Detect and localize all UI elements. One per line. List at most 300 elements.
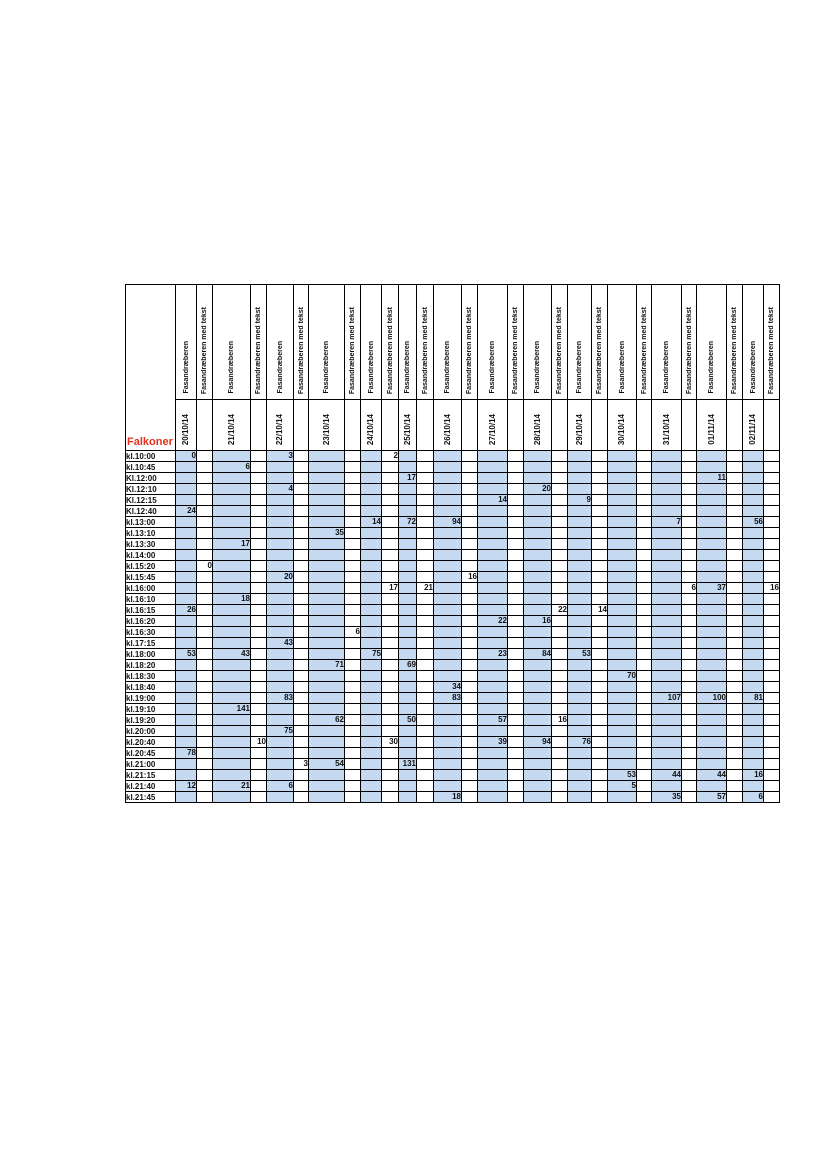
table-cell bbox=[764, 451, 780, 462]
column-header-label: Fasandræberen med tekst bbox=[201, 306, 208, 394]
table-cell: 56 bbox=[743, 517, 764, 528]
table-row bbox=[126, 649, 780, 660]
table-cell bbox=[267, 682, 294, 693]
table-cell bbox=[568, 770, 592, 781]
table-cell bbox=[524, 495, 552, 506]
table-cell bbox=[267, 517, 294, 528]
table-cell bbox=[478, 462, 508, 473]
table-cell bbox=[727, 693, 743, 704]
table-cell bbox=[682, 594, 697, 605]
table-cell bbox=[382, 605, 399, 616]
date-header bbox=[399, 400, 417, 451]
table-cell bbox=[508, 451, 524, 462]
table-cell bbox=[197, 583, 213, 594]
table-cell bbox=[417, 616, 434, 627]
table-cell bbox=[345, 451, 361, 462]
table-cell bbox=[417, 605, 434, 616]
table-cell bbox=[251, 770, 267, 781]
table-cell bbox=[251, 539, 267, 550]
table-cell bbox=[309, 539, 345, 550]
table-cell bbox=[434, 484, 462, 495]
table-row bbox=[126, 517, 780, 528]
table-cell bbox=[478, 572, 508, 583]
time-label: kl.21:15 bbox=[126, 770, 176, 781]
table-cell bbox=[568, 616, 592, 627]
table-cell bbox=[361, 605, 382, 616]
table-cell bbox=[637, 748, 652, 759]
table-cell bbox=[417, 572, 434, 583]
table-cell bbox=[508, 781, 524, 792]
table-cell bbox=[213, 473, 251, 484]
table-cell bbox=[764, 473, 780, 484]
table-cell bbox=[434, 550, 462, 561]
table-cell: 75 bbox=[267, 726, 294, 737]
table-cell: 22 bbox=[478, 616, 508, 627]
table-cell bbox=[743, 550, 764, 561]
table-cell bbox=[727, 682, 743, 693]
table-cell: 6 bbox=[345, 627, 361, 638]
table-cell bbox=[294, 572, 309, 583]
table-cell bbox=[434, 572, 462, 583]
table-cell bbox=[524, 605, 552, 616]
table-cell bbox=[727, 528, 743, 539]
table-cell: 83 bbox=[434, 693, 462, 704]
table-cell bbox=[552, 627, 568, 638]
table-cell bbox=[197, 506, 213, 517]
table-cell bbox=[682, 528, 697, 539]
table-cell bbox=[251, 473, 267, 484]
table-cell bbox=[727, 649, 743, 660]
table-cell bbox=[764, 484, 780, 495]
table-cell bbox=[592, 572, 608, 583]
table-cell bbox=[552, 539, 568, 550]
date-header bbox=[592, 400, 608, 451]
date-header bbox=[361, 400, 382, 451]
column-header-label: Fasandræberen med tekst bbox=[512, 306, 519, 394]
table-cell bbox=[478, 748, 508, 759]
table-cell bbox=[462, 528, 478, 539]
table-cell bbox=[267, 594, 294, 605]
column-header-label: Fasandræberen bbox=[228, 341, 235, 394]
date-header bbox=[608, 400, 637, 451]
table-cell bbox=[345, 726, 361, 737]
table-cell bbox=[434, 539, 462, 550]
table-cell bbox=[399, 704, 417, 715]
table-cell: 7 bbox=[652, 517, 682, 528]
table-cell bbox=[417, 726, 434, 737]
table-cell bbox=[434, 759, 462, 770]
table-cell bbox=[508, 484, 524, 495]
table-cell bbox=[417, 528, 434, 539]
table-row bbox=[126, 737, 780, 748]
table-cell bbox=[294, 484, 309, 495]
table-cell bbox=[382, 715, 399, 726]
date-header bbox=[309, 400, 345, 451]
table-cell bbox=[682, 561, 697, 572]
table-cell bbox=[697, 726, 727, 737]
table-cell bbox=[294, 737, 309, 748]
table-cell bbox=[637, 594, 652, 605]
table-cell bbox=[743, 748, 764, 759]
table-cell bbox=[478, 627, 508, 638]
table-cell bbox=[682, 638, 697, 649]
table-row bbox=[126, 572, 780, 583]
table-cell bbox=[309, 737, 345, 748]
column-header bbox=[652, 285, 682, 400]
column-header bbox=[508, 285, 524, 400]
column-header-label: Fasandræberen med tekst bbox=[349, 306, 356, 394]
date-header bbox=[197, 400, 213, 451]
column-header bbox=[592, 285, 608, 400]
table-cell bbox=[434, 528, 462, 539]
table-cell bbox=[608, 484, 637, 495]
table-cell bbox=[213, 561, 251, 572]
table-cell bbox=[682, 484, 697, 495]
time-label: kl.14:00 bbox=[126, 550, 176, 561]
column-header bbox=[251, 285, 267, 400]
table-cell bbox=[764, 572, 780, 583]
table-cell bbox=[608, 528, 637, 539]
table-cell bbox=[213, 770, 251, 781]
table-cell bbox=[345, 616, 361, 627]
column-header bbox=[697, 285, 727, 400]
table-cell bbox=[568, 473, 592, 484]
table-cell bbox=[417, 495, 434, 506]
table-cell bbox=[345, 594, 361, 605]
column-header-label: Fasandræberen med tekst bbox=[685, 306, 693, 394]
table-cell bbox=[197, 737, 213, 748]
table-cell bbox=[727, 627, 743, 638]
table-cell bbox=[743, 462, 764, 473]
table-cell bbox=[213, 638, 251, 649]
table-cell bbox=[552, 484, 568, 495]
column-header-label: Fasandræberen med tekst bbox=[768, 306, 775, 394]
table-cell bbox=[682, 649, 697, 660]
table-cell bbox=[345, 572, 361, 583]
table-cell bbox=[267, 462, 294, 473]
table-cell bbox=[294, 506, 309, 517]
table-cell bbox=[552, 748, 568, 759]
table-cell bbox=[682, 726, 697, 737]
table-cell bbox=[637, 693, 652, 704]
table-cell: 6 bbox=[743, 792, 764, 803]
table-cell bbox=[697, 649, 727, 660]
table-cell bbox=[727, 638, 743, 649]
table-cell: 81 bbox=[743, 693, 764, 704]
table-cell bbox=[743, 649, 764, 660]
table-cell bbox=[568, 715, 592, 726]
table-cell bbox=[608, 517, 637, 528]
table-cell bbox=[399, 528, 417, 539]
table-cell bbox=[764, 748, 780, 759]
table-cell bbox=[294, 462, 309, 473]
table-cell bbox=[552, 660, 568, 671]
date-header bbox=[568, 400, 592, 451]
table-cell bbox=[399, 671, 417, 682]
table-cell bbox=[592, 528, 608, 539]
table-cell bbox=[294, 495, 309, 506]
table-cell bbox=[462, 649, 478, 660]
table-cell bbox=[462, 594, 478, 605]
table-cell bbox=[743, 671, 764, 682]
table-cell bbox=[592, 484, 608, 495]
table-cell bbox=[251, 605, 267, 616]
table-cell bbox=[267, 605, 294, 616]
table-cell bbox=[345, 550, 361, 561]
table-cell bbox=[399, 726, 417, 737]
table-cell bbox=[251, 484, 267, 495]
table-cell bbox=[652, 594, 682, 605]
table-cell bbox=[382, 495, 399, 506]
table-cell bbox=[267, 671, 294, 682]
table-cell bbox=[608, 495, 637, 506]
table-cell bbox=[345, 539, 361, 550]
table-cell bbox=[345, 704, 361, 715]
table-cell bbox=[524, 462, 552, 473]
table-cell bbox=[568, 462, 592, 473]
table-cell bbox=[608, 583, 637, 594]
table-cell bbox=[382, 682, 399, 693]
table-cell: 69 bbox=[399, 660, 417, 671]
table-cell bbox=[417, 506, 434, 517]
table-cell bbox=[417, 693, 434, 704]
time-label: kl.21:40 bbox=[126, 781, 176, 792]
date-header bbox=[682, 400, 697, 451]
table-cell bbox=[552, 572, 568, 583]
table-cell bbox=[637, 517, 652, 528]
table-cell bbox=[608, 616, 637, 627]
table-cell bbox=[382, 484, 399, 495]
table-cell bbox=[568, 572, 592, 583]
table-cell bbox=[382, 616, 399, 627]
table-cell bbox=[267, 649, 294, 660]
table-cell bbox=[764, 715, 780, 726]
table-cell bbox=[434, 638, 462, 649]
table-cell bbox=[508, 517, 524, 528]
column-header-label: Fasandræberen med tekst bbox=[731, 306, 738, 394]
table-cell bbox=[727, 748, 743, 759]
table-cell bbox=[478, 550, 508, 561]
table-cell: 21 bbox=[417, 583, 434, 594]
table-cell bbox=[345, 583, 361, 594]
time-label: kl.16:00 bbox=[126, 583, 176, 594]
table-cell bbox=[764, 726, 780, 737]
table-cell bbox=[309, 781, 345, 792]
table-cell bbox=[197, 605, 213, 616]
table-cell bbox=[462, 473, 478, 484]
table-cell: 16 bbox=[764, 583, 780, 594]
table-cell bbox=[637, 495, 652, 506]
table-cell bbox=[568, 583, 592, 594]
table-cell bbox=[267, 737, 294, 748]
table-cell bbox=[251, 561, 267, 572]
table-cell bbox=[309, 792, 345, 803]
table-cell bbox=[176, 473, 197, 484]
table-cell bbox=[592, 506, 608, 517]
table-cell bbox=[251, 550, 267, 561]
table-cell bbox=[399, 572, 417, 583]
time-label: kl.15:20 bbox=[126, 561, 176, 572]
table-cell bbox=[478, 682, 508, 693]
table-cell bbox=[462, 462, 478, 473]
table-cell bbox=[399, 627, 417, 638]
table-cell bbox=[176, 704, 197, 715]
table-cell bbox=[637, 605, 652, 616]
table-cell bbox=[652, 781, 682, 792]
table-cell bbox=[727, 506, 743, 517]
table-cell bbox=[294, 627, 309, 638]
table-cell bbox=[197, 484, 213, 495]
table-cell bbox=[399, 616, 417, 627]
table-cell bbox=[176, 638, 197, 649]
table-cell bbox=[727, 561, 743, 572]
table-cell bbox=[478, 451, 508, 462]
table-cell bbox=[382, 517, 399, 528]
table-cell bbox=[637, 484, 652, 495]
date-header-label: 29/10/14 bbox=[574, 413, 584, 445]
table-cell bbox=[508, 649, 524, 660]
table-cell bbox=[197, 462, 213, 473]
table-cell bbox=[382, 660, 399, 671]
table-cell bbox=[361, 616, 382, 627]
table-cell bbox=[682, 539, 697, 550]
column-header-label: Fasandræberen med tekst bbox=[386, 306, 394, 394]
table-cell bbox=[727, 594, 743, 605]
table-cell bbox=[743, 605, 764, 616]
table-cell bbox=[743, 451, 764, 462]
date-header-label: 21/10/14 bbox=[226, 413, 236, 445]
table-cell bbox=[652, 682, 682, 693]
table-cell bbox=[434, 748, 462, 759]
table-cell bbox=[727, 473, 743, 484]
table-cell bbox=[697, 704, 727, 715]
column-header bbox=[361, 285, 382, 400]
table-cell bbox=[608, 451, 637, 462]
column-header-label: Fasandræberen bbox=[323, 341, 330, 394]
table-cell bbox=[508, 715, 524, 726]
date-header bbox=[743, 400, 764, 451]
table-cell bbox=[478, 770, 508, 781]
table-cell bbox=[251, 715, 267, 726]
table-cell bbox=[508, 539, 524, 550]
table-cell bbox=[294, 638, 309, 649]
time-label: kl.20:45 bbox=[126, 748, 176, 759]
table-cell bbox=[361, 759, 382, 770]
table-cell bbox=[417, 517, 434, 528]
table-cell bbox=[251, 726, 267, 737]
table-cell bbox=[637, 792, 652, 803]
table-cell bbox=[697, 627, 727, 638]
table-row bbox=[126, 704, 780, 715]
table-cell bbox=[345, 715, 361, 726]
table-cell bbox=[417, 682, 434, 693]
table-cell bbox=[197, 693, 213, 704]
time-label: kl.16:15 bbox=[126, 605, 176, 616]
table-cell bbox=[508, 616, 524, 627]
table-cell bbox=[462, 726, 478, 737]
table-cell bbox=[682, 550, 697, 561]
table-cell bbox=[462, 737, 478, 748]
date-header-label: 24/10/14 bbox=[366, 413, 375, 445]
table-row bbox=[126, 627, 780, 638]
table-cell bbox=[592, 671, 608, 682]
date-header bbox=[652, 400, 682, 451]
table-cell bbox=[764, 561, 780, 572]
table-cell bbox=[552, 506, 568, 517]
table-cell bbox=[592, 759, 608, 770]
table-cell bbox=[524, 539, 552, 550]
table-cell bbox=[294, 594, 309, 605]
time-label: kl.13:30 bbox=[126, 539, 176, 550]
table-cell bbox=[197, 770, 213, 781]
table-cell bbox=[743, 715, 764, 726]
table-cell bbox=[552, 616, 568, 627]
table-cell: 100 bbox=[697, 693, 727, 704]
table-cell bbox=[345, 495, 361, 506]
table-cell bbox=[309, 605, 345, 616]
table-cell bbox=[267, 770, 294, 781]
table-cell bbox=[652, 484, 682, 495]
table-cell bbox=[524, 594, 552, 605]
table-cell bbox=[197, 594, 213, 605]
table-cell bbox=[213, 616, 251, 627]
time-label: kl.13:10 bbox=[126, 528, 176, 539]
table-cell bbox=[652, 539, 682, 550]
time-label: Kl.12:00 bbox=[126, 473, 176, 484]
table-cell bbox=[743, 506, 764, 517]
table-cell bbox=[417, 770, 434, 781]
table-cell bbox=[592, 550, 608, 561]
table-cell bbox=[462, 517, 478, 528]
table-cell bbox=[637, 704, 652, 715]
table-cell bbox=[382, 462, 399, 473]
table-cell bbox=[508, 594, 524, 605]
table-cell bbox=[524, 473, 552, 484]
table-cell bbox=[267, 583, 294, 594]
time-label: Kl.12:10 bbox=[126, 484, 176, 495]
time-label: kl.16:20 bbox=[126, 616, 176, 627]
table-cell bbox=[552, 517, 568, 528]
table-cell bbox=[764, 528, 780, 539]
table-cell bbox=[176, 627, 197, 638]
table-cell bbox=[552, 770, 568, 781]
table-cell bbox=[267, 550, 294, 561]
table-cell bbox=[345, 649, 361, 660]
table-cell bbox=[176, 517, 197, 528]
table-cell: 11 bbox=[697, 473, 727, 484]
column-header bbox=[267, 285, 294, 400]
table-cell bbox=[382, 792, 399, 803]
table-cell: 16 bbox=[462, 572, 478, 583]
table-cell bbox=[524, 715, 552, 726]
table-cell bbox=[524, 506, 552, 517]
table-cell bbox=[309, 561, 345, 572]
date-header-label: 28/10/14 bbox=[532, 413, 542, 445]
table-cell bbox=[637, 539, 652, 550]
table-cell bbox=[345, 605, 361, 616]
table-cell bbox=[652, 638, 682, 649]
table-cell bbox=[197, 528, 213, 539]
table-cell bbox=[267, 561, 294, 572]
date-header bbox=[478, 400, 508, 451]
table-cell bbox=[197, 671, 213, 682]
table-cell bbox=[462, 660, 478, 671]
table-cell bbox=[727, 704, 743, 715]
table-cell bbox=[197, 550, 213, 561]
table-cell bbox=[478, 792, 508, 803]
table-cell bbox=[764, 704, 780, 715]
table-row bbox=[126, 715, 780, 726]
